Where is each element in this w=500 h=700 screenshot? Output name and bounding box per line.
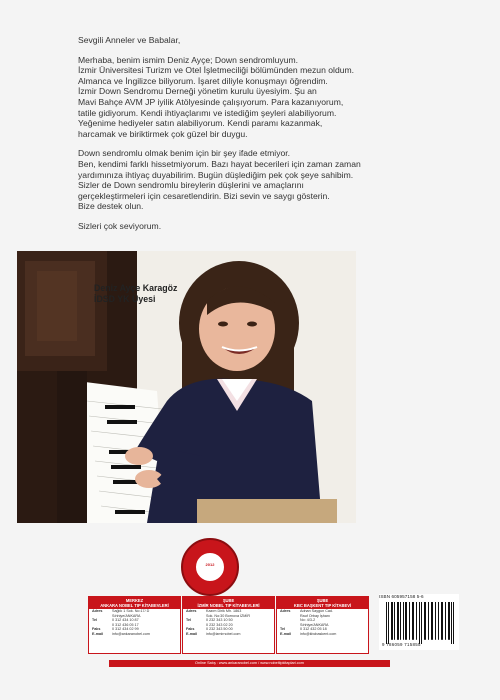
branch-row [89,632,180,637]
isbn-label: ISBN 605957158 5-6 [379,594,424,599]
row-value: info@izmirnobel.com [206,631,241,636]
photo-illustration [17,251,356,523]
row-key: Faks [186,627,195,632]
row-key: Tel [280,627,286,632]
row-value: info@kbcbaskent.com [300,631,337,636]
row-value: 0 312 434 10 87 0 312 436 05 17 [112,618,139,627]
branch-header: MERKEZ ANKARA NOBEL TIP KİTABEVLERİ [89,597,180,609]
branch-box-izmir [182,596,275,654]
row-value: 0 232 343 10 50 0 232 343 02 20 [206,618,233,627]
branch-row [89,618,180,627]
row-value: Adnan Saygun Cad. Rauf Orbay İşhanı No: 4/3-2 Sıhhiye/ANKARA [300,609,334,627]
row-value: info@ankaranobel.com [112,631,150,636]
branch-header: ŞUBE İZMİR NOBEL TIP KİTABEVLERİ [183,597,274,609]
letter-greeting: Sevgili Anneler ve Babalar, [78,35,181,45]
row-value: 0 312 432 05 18 [300,627,327,632]
row-key: E-mail [280,631,292,636]
branch-row [277,609,368,627]
logo-year: 2012 [205,562,215,567]
row-key: Faks [92,627,101,632]
branch-row [183,609,274,618]
signature-title: İDSD YK Üyesi [94,294,156,304]
row-key: Adres [280,609,291,613]
row-key: Adres [186,609,197,613]
branch-row [277,632,368,637]
row-key: Tel [186,618,192,623]
row-value: Sağlık 1 Sok. No:17/ D Sıhhiye/ANKARA [112,609,150,618]
branch-row [183,632,274,637]
letter-paragraph-1: Merhaba, benim ismim Deniz Ayçe; Down sendromluyum. İzmir Üniversitesi Turizm ve Otel İşletmeciliği bölümünden mezun oldum. Almanca ve İngilizce biliyorum. İşaret diliyle konuşmayı öğrendim. İzmir Down Sendromu Derneği yönetim kurulu üyesiyim. Şu an Mavi Bahçe AVM JP iyilik Atölyesinde çalışıyorum. Para kazanıyorum, tatile gidiyorum. Kendi ihtiyaçlarımı ve istediğim şeyleri alabiliyorum. Yeğenime hediyeler satın alabiliyorum. Kendi paramı kazanmak, harcamak ve biriktirmek çok güzel bir duygu. [78,54,355,139]
isbn-block [379,594,459,650]
letter [78,35,408,241]
row-key: Adres [92,609,103,613]
photo-girl-at-piano [17,251,356,523]
row-key: E-mail [92,631,104,636]
signature [94,283,177,305]
branch-box-ankara [88,596,181,654]
branch-header: ŞUBE KBC BAŞKENT TIP KİTABEVİ [277,597,368,609]
branch-boxes [88,596,370,654]
row-key: E-mail [186,631,198,636]
publisher-logo [181,538,239,596]
letter-paragraph-2: Down sendromlu olmak benim için bir şey ifade etmiyor. Ben, kendimi farklı hissetmiyorum. Bazı hayat becerileri için zaman zaman yardımınıza ihtiyaç duyabilirim. Bugün düşlediğim pek çok şeye sahibim. Sizler de Down sendromlu bireylerin düşlerini ve amaçlarını gerçekleştirmeleri için cesaretlendirin. Bizi sevin ve saygı gösterin. Bize destek olun. [78,148,361,212]
row-value: Kazım Dirik Mh. 1863 Sok. No:30 Bornova İZMİR [206,609,251,618]
branch-row [183,618,274,627]
branch-row [89,609,180,618]
logo-emblem [195,552,225,582]
row-key: Tel [92,618,98,623]
isbn-number: 9 786059 715855 [382,642,421,647]
row-value: 0 232 343 50 00 [206,627,233,632]
letter-closing: Sizleri çok seviyorum. [78,220,162,231]
barcode-icon [385,602,455,644]
online-sales-bar: Online Satış : www.ankaranobel.com / www.nobeltipkitaplari.com [109,660,390,667]
row-value: 0 312 434 02 99 [112,627,139,632]
signature-name: Deniz Ayçe Karagöz [94,283,178,293]
branch-box-kbc [276,596,369,654]
